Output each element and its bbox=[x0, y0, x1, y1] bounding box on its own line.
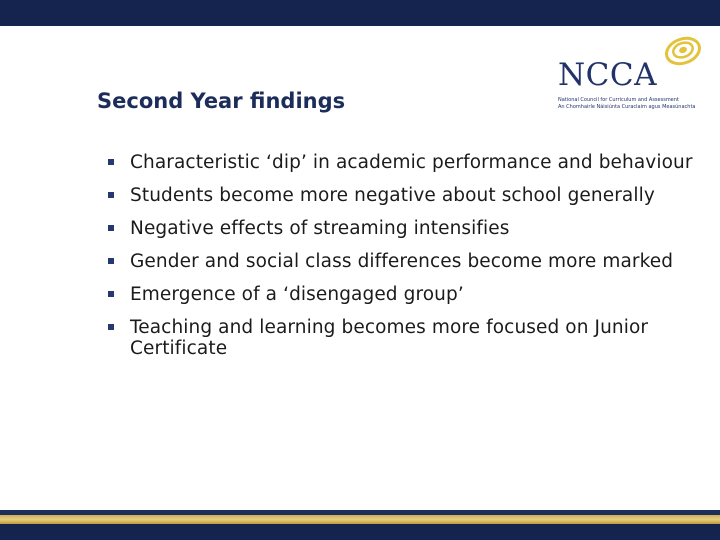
logo-subtitle-line2: An Chomhairle Náisiúnta Curaclaim agus Measúnachta bbox=[558, 103, 696, 110]
bullet-item bbox=[108, 284, 708, 305]
slide-title: Second Year findings bbox=[97, 89, 346, 113]
bullet-square-icon bbox=[108, 291, 114, 297]
bullet-text: Emergence of a ‘disengaged group’ bbox=[130, 284, 464, 305]
bullet-text: Characteristic ‘dip’ in academic performance and behaviour bbox=[130, 152, 693, 173]
bullet-item bbox=[108, 185, 708, 206]
logo-subtitle bbox=[558, 97, 695, 110]
bullet-item bbox=[108, 152, 708, 173]
ncca-logo bbox=[555, 33, 705, 113]
bullet-item bbox=[108, 218, 708, 239]
logo-wordmark: NCCA bbox=[558, 57, 657, 93]
bullet-item bbox=[108, 251, 708, 272]
footer-stripe-gold bbox=[0, 515, 720, 524]
bullet-text: Students become more negative about school generally bbox=[130, 185, 655, 206]
bullet-item bbox=[108, 317, 708, 359]
logo-swirl-icon bbox=[661, 33, 705, 71]
bullet-square-icon bbox=[108, 225, 114, 231]
top-bar bbox=[0, 0, 720, 26]
bullet-text: Negative effects of streaming intensifies bbox=[130, 218, 510, 239]
footer-band bbox=[0, 510, 720, 540]
bullet-square-icon bbox=[108, 159, 114, 165]
footer-stripe-bottom bbox=[0, 524, 720, 540]
logo-subtitle-line1: National Council for Curriculum and Assessment bbox=[558, 97, 679, 103]
bullet-square-icon bbox=[108, 258, 114, 264]
bullet-text: Teaching and learning becomes more focused on Junior Certificate bbox=[130, 317, 649, 359]
bullet-square-icon bbox=[108, 324, 114, 330]
bullet-list bbox=[108, 152, 708, 371]
bullet-square-icon bbox=[108, 192, 114, 198]
bullet-text: Gender and social class differences become more marked bbox=[130, 251, 674, 272]
